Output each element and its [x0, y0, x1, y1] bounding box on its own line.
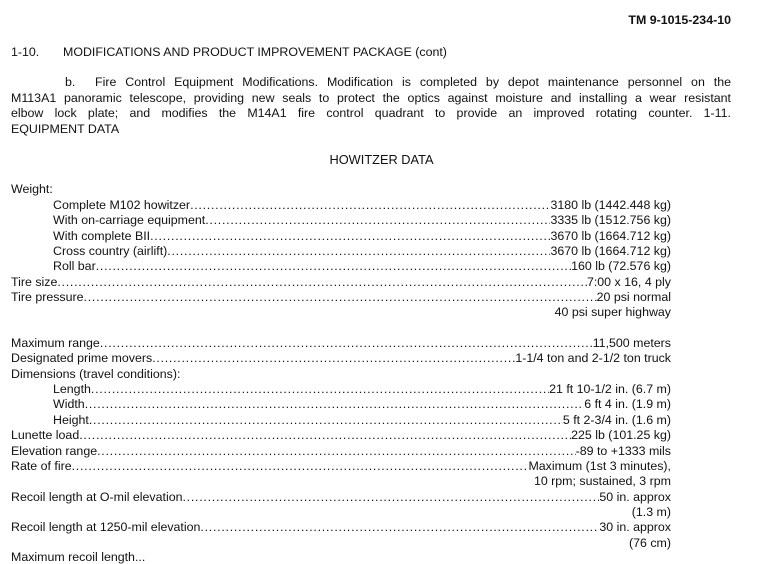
max-range-row: Maximum range . . . 11,500 meters [11, 336, 671, 350]
leader-dots [150, 229, 550, 243]
leader-dots [96, 259, 571, 273]
leader-dots [200, 520, 599, 534]
paragraph-b [11, 75, 731, 137]
leader-dots [167, 244, 550, 258]
weight-row: Complete M102 howitzer . . . 3180 lb (1442.448 kg) [53, 198, 671, 212]
weight-row: Cross country (airlift) . . . 3670 lb (1664.712 kg) [53, 244, 671, 258]
paragraph-line-3: elbow lock plate; and modifies the M14A1 fire control quadrant to provide an improved rotating counter. 1-11. [11, 106, 731, 120]
recoil-0-row: Recoil length at O-mil elevation . . . 50 in. approx [11, 490, 671, 504]
weight-row: With on-carriage equipment . . . 3335 lb (1512.756 kg) [53, 213, 671, 227]
elevation-range-row: Elevation range . . . -89 to +1333 mils [11, 444, 671, 458]
dimensions-label: Dimensions (travel conditions): [11, 367, 181, 381]
prime-movers-row: Designated prime movers . . . 1-1/4 ton and 2-1/2 ton truck [11, 351, 671, 365]
leader-dots [85, 397, 585, 411]
weight-label: Weight: [11, 182, 53, 196]
leader-dots [152, 351, 515, 365]
weight-row: Roll bar . . . 160 lb (72.576 kg) [53, 259, 671, 273]
leader-dots [205, 213, 550, 227]
table-title: HOWITZER DATA [329, 152, 434, 167]
paragraph-line-2: M113A1 panoramic telescope, providing new seals to protect the optics against moisture and installing a wear resistant [11, 90, 731, 105]
leader-dots [100, 336, 593, 350]
leader-dots [190, 198, 550, 212]
recoil-1250-value-2: (76 cm) [629, 536, 671, 550]
leader-dots [183, 490, 600, 504]
tire-pressure-value-2: 40 psi super highway [554, 305, 671, 319]
lunette-load-row: Lunette load . . . 225 lb (101.25 kg) [11, 428, 671, 442]
recoil-0-value-2: (1.3 m) [631, 505, 671, 519]
section-number: 1-10. [11, 45, 40, 59]
weight-row: With complete BII . . . 3670 lb (1664.712 kg) [53, 229, 671, 243]
leader-dots [79, 428, 571, 442]
paragraph-letter: b. [65, 75, 76, 89]
section-title: MODIFICATIONS AND PRODUCT IMPROVEMENT PACKAGE (cont) [63, 45, 447, 59]
leader-dots [84, 290, 597, 304]
paragraph-line-1: b. Fire Control Equipment Modifications. Modification is completed by depot maintenance personnel on the [11, 75, 731, 91]
cutoff-line: Maximum recoil length... [11, 550, 146, 564]
tm-number: TM 9-1015-234-10 [628, 13, 731, 27]
rate-of-fire-row: Rate of fire . . . Maximum (1st 3 minutes), [11, 459, 671, 473]
leader-dots [97, 444, 575, 458]
dimension-row: Length . . . 21 ft 10-1/2 in. (6.7 m) [53, 382, 671, 396]
leader-dots [72, 459, 529, 473]
paragraph-line-4: EQUIPMENT DATA [11, 121, 120, 136]
recoil-1250-row: Recoil length at 1250-mil elevation . . . 30 in. approx [11, 520, 671, 534]
rate-of-fire-value-2: 10 rpm; sustained, 3 rpm [533, 474, 671, 488]
section-heading [11, 45, 447, 59]
dimension-row: Width . . . 6 ft 4 in. (1.9 m) [53, 397, 671, 411]
leader-dots [89, 413, 563, 427]
leader-dots [57, 275, 587, 289]
dimension-row: Height . . . 5 ft 2-3/4 in. (1.6 m) [53, 413, 671, 427]
tire-size-row: Tire size . . . 7:00 x 16, 4 ply [11, 275, 671, 289]
leader-dots [91, 382, 549, 396]
tire-pressure-row: Tire pressure . . . 20 psi normal [11, 290, 671, 304]
